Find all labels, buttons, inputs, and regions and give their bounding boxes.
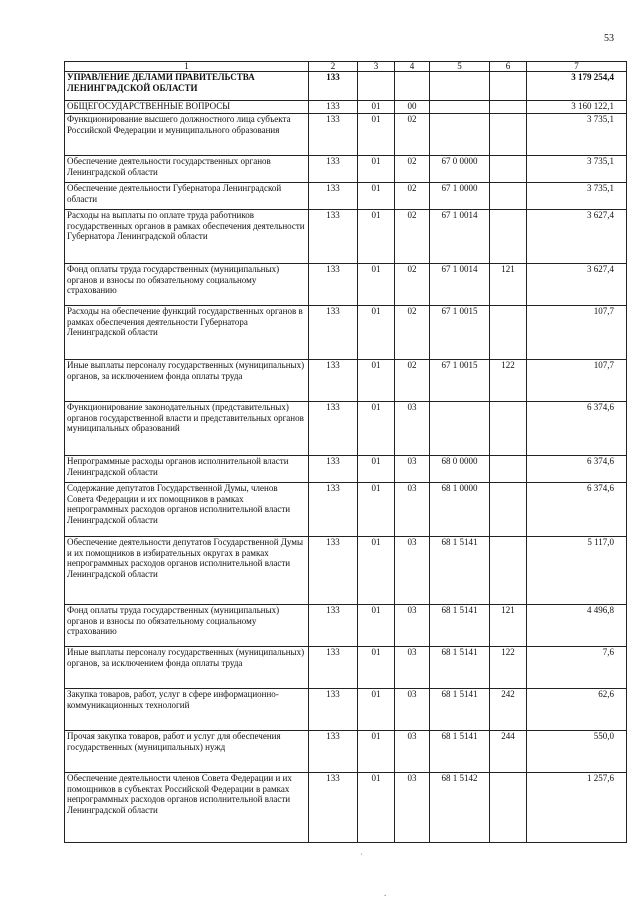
row-section-cell: 01 xyxy=(358,537,395,605)
table-row xyxy=(65,264,627,306)
row-amount-cell: 3 627,4 xyxy=(527,264,627,306)
row-target-article-cell: 68 0 0000 xyxy=(430,456,490,483)
row-name-cell: Фонд оплаты труда государственных (муниципальных) органов и взносы по обязательному социальному страхованию xyxy=(65,264,309,306)
row-subsection-cell: 02 xyxy=(395,210,430,264)
row-section-cell: 01 xyxy=(358,183,395,210)
row-subsection-cell: 03 xyxy=(395,402,430,456)
row-ved-cell: 133 xyxy=(309,605,358,647)
row-subsection-cell xyxy=(395,72,430,101)
row-name-cell: Содержание депутатов Государственной Думы, членов Совета Федерации и их помощников в рамках непрограммных расходов органов исполнительной власти Ленинградской области xyxy=(65,483,309,537)
row-target-article-cell: 67 1 0000 xyxy=(430,183,490,210)
row-subsection-cell: 03 xyxy=(395,605,430,647)
row-expense-type-cell xyxy=(490,483,527,537)
row-ved-cell: 133 xyxy=(309,114,358,156)
row-section-cell: 01 xyxy=(358,731,395,773)
row-subsection-cell: 03 xyxy=(395,456,430,483)
row-expense-type-cell xyxy=(490,210,527,264)
row-amount-cell: 550,0 xyxy=(527,731,627,773)
table-row xyxy=(65,114,627,156)
row-subsection-cell: 02 xyxy=(395,156,430,183)
row-expense-type-cell xyxy=(490,537,527,605)
row-target-article-cell: 68 1 5141 xyxy=(430,689,490,731)
row-target-article-cell: 68 1 0000 xyxy=(430,483,490,537)
row-amount-cell: 1 257,6 xyxy=(527,773,627,843)
row-target-article-cell: 68 1 5141 xyxy=(430,731,490,773)
row-amount-cell: 3 735,1 xyxy=(527,114,627,156)
row-amount-cell: 62,6 xyxy=(527,689,627,731)
row-ved-cell: 133 xyxy=(309,156,358,183)
row-name-cell: Обеспечение деятельности государственных органов Ленинградской области xyxy=(65,156,309,183)
row-name-cell: Функционирование высшего должностного лица субъекта Российской Федерации и муниципального образования xyxy=(65,114,309,156)
budget-table xyxy=(64,61,627,843)
row-expense-type-cell xyxy=(490,456,527,483)
scan-speck: . xyxy=(384,888,387,898)
header-cell: 3 xyxy=(358,62,395,72)
table-row xyxy=(65,773,627,843)
row-target-article-cell: 68 1 5141 xyxy=(430,537,490,605)
row-name-cell: Иные выплаты персоналу государственных (муниципальных) органов, за исключением фонда оплаты труда xyxy=(65,360,309,402)
row-ved-cell: 133 xyxy=(309,101,358,114)
row-amount-cell: 6 374,6 xyxy=(527,456,627,483)
row-section-cell: 01 xyxy=(358,773,395,843)
row-expense-type-cell xyxy=(490,773,527,843)
header-cell: 1 xyxy=(65,62,309,72)
header-cell: 6 xyxy=(490,62,527,72)
row-name-cell: Обеспечение деятельности членов Совета Федерации и их помощников в субъектах Российской Федерации в рамках непрограммных расходов органов исполнительной власти Ленинградской области xyxy=(65,773,309,843)
row-target-article-cell: 67 1 0014 xyxy=(430,264,490,306)
row-expense-type-cell xyxy=(490,114,527,156)
row-ved-cell: 133 xyxy=(309,689,358,731)
row-section-cell: 01 xyxy=(358,483,395,537)
row-target-article-cell: 67 1 0015 xyxy=(430,306,490,360)
row-subsection-cell: 00 xyxy=(395,101,430,114)
row-amount-cell: 3 179 254,4 xyxy=(527,72,627,101)
row-subsection-cell: 02 xyxy=(395,264,430,306)
row-subsection-cell: 03 xyxy=(395,483,430,537)
row-name-cell: Непрограммные расходы органов исполнительной власти Ленинградской области xyxy=(65,456,309,483)
table-row xyxy=(65,456,627,483)
table-row xyxy=(65,72,627,101)
row-name-cell: Закупка товаров, работ, услуг в сфере информационно-коммуникационных технологий xyxy=(65,689,309,731)
table-row xyxy=(65,647,627,689)
row-amount-cell: 3 160 122,1 xyxy=(527,101,627,114)
row-expense-type-cell: 242 xyxy=(490,689,527,731)
header-cell: 2 xyxy=(309,62,358,72)
row-name-cell: Иные выплаты персоналу государственных (муниципальных) органов, за исключением фонда оплаты труда xyxy=(65,647,309,689)
row-expense-type-cell xyxy=(490,72,527,101)
row-amount-cell: 5 117,0 xyxy=(527,537,627,605)
row-expense-type-cell xyxy=(490,101,527,114)
table-row xyxy=(65,537,627,605)
row-amount-cell: 7,6 xyxy=(527,647,627,689)
row-ved-cell: 133 xyxy=(309,264,358,306)
row-amount-cell: 3 627,4 xyxy=(527,210,627,264)
table-row xyxy=(65,731,627,773)
table-row xyxy=(65,306,627,360)
row-ved-cell: 133 xyxy=(309,360,358,402)
row-ved-cell: 133 xyxy=(309,537,358,605)
table-row xyxy=(65,689,627,731)
row-subsection-cell: 03 xyxy=(395,773,430,843)
row-target-article-cell xyxy=(430,72,490,101)
row-name-cell: УПРАВЛЕНИЕ ДЕЛАМИ ПРАВИТЕЛЬСТВА ЛЕНИНГРАДСКОЙ ОБЛАСТИ xyxy=(65,72,309,101)
row-amount-cell: 3 735,1 xyxy=(527,156,627,183)
table-header-row xyxy=(65,62,627,72)
row-target-article-cell: 68 1 5141 xyxy=(430,647,490,689)
header-cell: 4 xyxy=(395,62,430,72)
row-section-cell: 01 xyxy=(358,456,395,483)
table-row xyxy=(65,605,627,647)
table-row xyxy=(65,483,627,537)
table-row xyxy=(65,156,627,183)
row-section-cell: 01 xyxy=(358,647,395,689)
row-name-cell: ОБЩЕГОСУДАРСТВЕННЫЕ ВОПРОСЫ xyxy=(65,101,309,114)
row-section-cell: 01 xyxy=(358,306,395,360)
row-name-cell: Функционирование законодательных (представительных) органов государственной власти и представительных органов муниципальных образований xyxy=(65,402,309,456)
row-amount-cell: 6 374,6 xyxy=(527,402,627,456)
row-section-cell xyxy=(358,72,395,101)
row-subsection-cell: 02 xyxy=(395,306,430,360)
row-ved-cell: 133 xyxy=(309,306,358,360)
row-amount-cell: 107,7 xyxy=(527,306,627,360)
row-expense-type-cell xyxy=(490,183,527,210)
row-amount-cell: 4 496,8 xyxy=(527,605,627,647)
row-section-cell: 01 xyxy=(358,605,395,647)
row-expense-type-cell: 244 xyxy=(490,731,527,773)
row-expense-type-cell: 122 xyxy=(490,360,527,402)
row-ved-cell: 133 xyxy=(309,773,358,843)
scan-speck: ˙ xyxy=(360,852,363,862)
row-target-article-cell: 68 1 5142 xyxy=(430,773,490,843)
row-target-article-cell: 67 0 0000 xyxy=(430,156,490,183)
row-target-article-cell xyxy=(430,402,490,456)
row-section-cell: 01 xyxy=(358,264,395,306)
row-ved-cell: 133 xyxy=(309,647,358,689)
row-subsection-cell: 02 xyxy=(395,183,430,210)
row-amount-cell: 3 735,1 xyxy=(527,183,627,210)
row-target-article-cell: 67 1 0014 xyxy=(430,210,490,264)
row-expense-type-cell: 121 xyxy=(490,605,527,647)
row-subsection-cell: 02 xyxy=(395,360,430,402)
row-section-cell: 01 xyxy=(358,101,395,114)
header-cell: 5 xyxy=(430,62,490,72)
row-ved-cell: 133 xyxy=(309,483,358,537)
row-section-cell: 01 xyxy=(358,402,395,456)
header-cell: 7 xyxy=(527,62,627,72)
row-expense-type-cell xyxy=(490,306,527,360)
row-section-cell: 01 xyxy=(358,689,395,731)
row-subsection-cell: 02 xyxy=(395,114,430,156)
row-subsection-cell: 03 xyxy=(395,731,430,773)
table-row xyxy=(65,360,627,402)
row-ved-cell: 133 xyxy=(309,456,358,483)
row-ved-cell: 133 xyxy=(309,402,358,456)
row-ved-cell: 133 xyxy=(309,731,358,773)
row-target-article-cell: 67 1 0015 xyxy=(430,360,490,402)
row-section-cell: 01 xyxy=(358,210,395,264)
table-row xyxy=(65,210,627,264)
row-name-cell: Обеспечение деятельности депутатов Государственной Думы и их помощников в избирательных округах в рамках непрограммных расходов органов исполнительной власти Ленинградской области xyxy=(65,537,309,605)
row-ved-cell: 133 xyxy=(309,183,358,210)
row-subsection-cell: 03 xyxy=(395,537,430,605)
table-row xyxy=(65,101,627,114)
row-amount-cell: 6 374,6 xyxy=(527,483,627,537)
row-name-cell: Расходы на обеспечение функций государственных органов в рамках обеспечения деятельности Губернатора Ленинградской области xyxy=(65,306,309,360)
row-section-cell: 01 xyxy=(358,114,395,156)
row-target-article-cell xyxy=(430,114,490,156)
row-amount-cell: 107,7 xyxy=(527,360,627,402)
row-name-cell: Прочая закупка товаров, работ и услуг для обеспечения государственных (муниципальных) нужд xyxy=(65,731,309,773)
row-ved-cell: 133 xyxy=(309,72,358,101)
row-ved-cell: 133 xyxy=(309,210,358,264)
row-target-article-cell xyxy=(430,101,490,114)
table-row xyxy=(65,183,627,210)
row-subsection-cell: 03 xyxy=(395,689,430,731)
table-row xyxy=(65,402,627,456)
row-name-cell: Фонд оплаты труда государственных (муниципальных) органов и взносы по обязательному социальному страхованию xyxy=(65,605,309,647)
row-target-article-cell: 68 1 5141 xyxy=(430,605,490,647)
row-expense-type-cell xyxy=(490,402,527,456)
row-section-cell: 01 xyxy=(358,360,395,402)
row-section-cell: 01 xyxy=(358,156,395,183)
row-expense-type-cell: 122 xyxy=(490,647,527,689)
row-name-cell: Обеспечение деятельности Губернатора Ленинградской области xyxy=(65,183,309,210)
page-number: 53 xyxy=(604,33,614,44)
row-name-cell: Расходы на выплаты по оплате труда работников государственных органов в рамках обеспечения деятельности Губернатора Ленинградской области xyxy=(65,210,309,264)
row-expense-type-cell: 121 xyxy=(490,264,527,306)
row-expense-type-cell xyxy=(490,156,527,183)
row-subsection-cell: 03 xyxy=(395,647,430,689)
